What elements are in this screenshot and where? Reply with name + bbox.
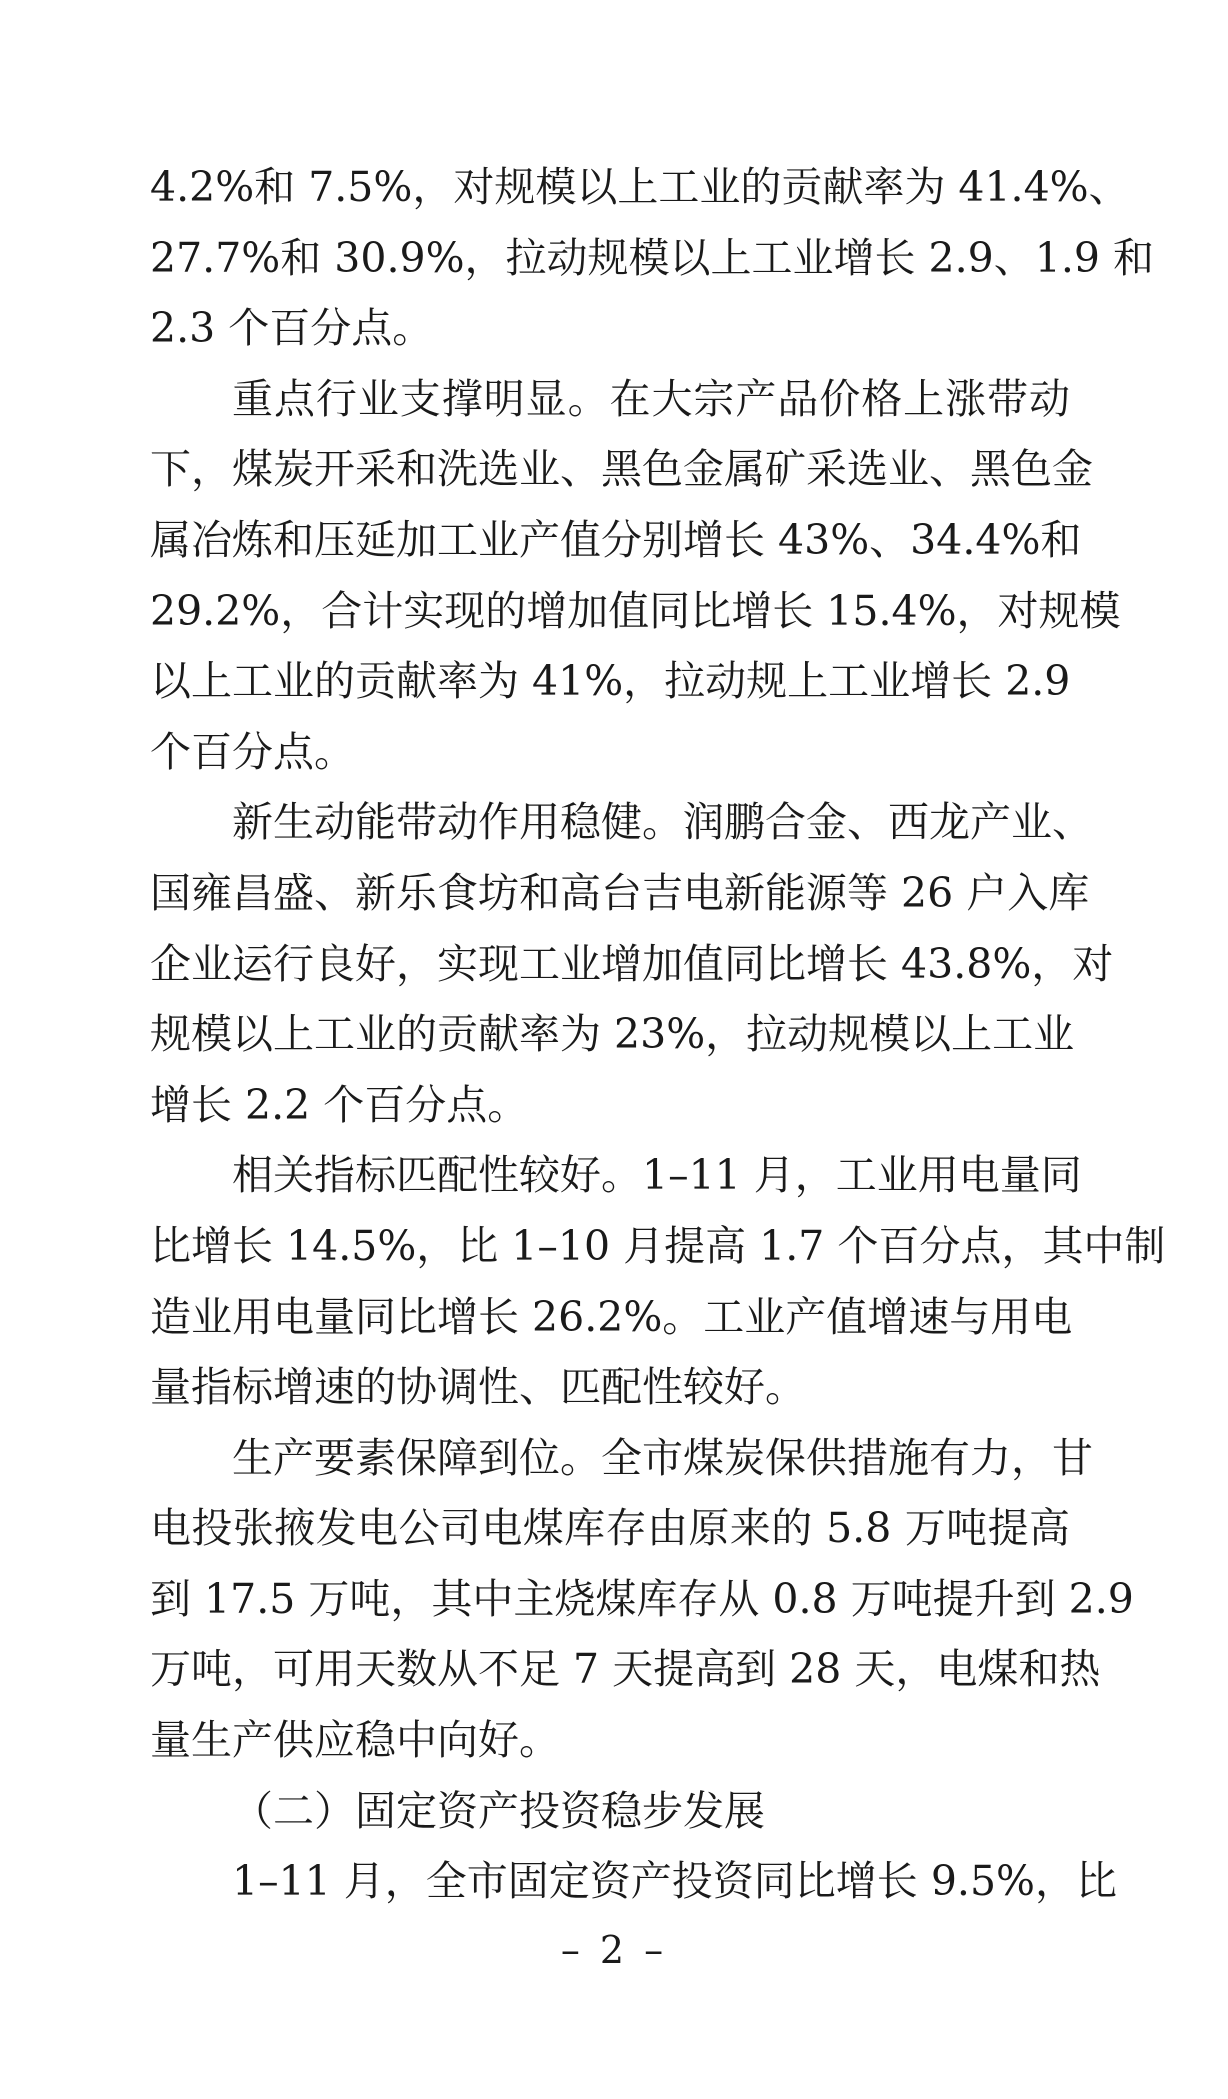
text-line: 相关指标匹配性较好。1–11 月，工业用电量同 [232, 1151, 1082, 1200]
text-line: 规模以上工业的贡献率为 23%，拉动规模以上工业 [150, 1010, 1075, 1059]
text-line: 27.7%和 30.9%，拉动规模以上工业增长 2.9、1.9 和 [150, 233, 1154, 282]
page-number: – 2 – [560, 1928, 668, 1972]
paragraph [150, 787, 1114, 1140]
body-text [150, 152, 1166, 1917]
text-line: 企业运行良好，实现工业增加值同比增长 43.8%，对 [150, 939, 1114, 988]
text-line: 万吨，可用天数从不足 7 天提高到 28 天，电煤和热 [150, 1645, 1101, 1694]
text-line: 下，煤炭开采和洗选业、黑色金属矿采选业、黑色金 [150, 445, 1093, 494]
text-line: 1–11 月，全市固定资产投资同比增长 9.5%，比 [232, 1857, 1117, 1906]
paragraph [150, 1140, 1166, 1422]
text-line: 量指标增速的协调性、匹配性较好。 [150, 1363, 806, 1412]
text-line: 比增长 14.5%，比 1–10 月提高 1.7 个百分点，其中制 [150, 1221, 1166, 1270]
text-line: 2.3 个百分点。 [150, 304, 434, 353]
text-line: 国雍昌盛、新乐食坊和高台吉电新能源等 26 户入库 [150, 868, 1090, 917]
text-line: 电投张掖发电公司电煤库存由原来的 5.8 万吨提高 [150, 1504, 1070, 1553]
text-line: 属冶炼和压延加工业产值分别增长 43%、34.4%和 [150, 515, 1082, 564]
text-line: 新生动能带动作用稳健。润鹏合金、西龙产业、 [232, 798, 1093, 847]
paragraph [150, 1776, 1070, 1847]
paragraph [150, 1423, 1134, 1776]
text-line: 29.2%，合计实现的增加值同比增长 15.4%，对规模 [150, 586, 1121, 635]
text-line: 到 17.5 万吨，其中主烧煤库存从 0.8 万吨提升到 2.9 [150, 1574, 1134, 1623]
text-line: 重点行业支撑明显。在大宗产品价格上涨带动 [232, 374, 1070, 423]
text-line: 量生产供应稳中向好。 [150, 1716, 560, 1765]
text-line: （二）固定资产投资稳步发展 [232, 1786, 765, 1835]
text-line: 个百分点。 [150, 727, 355, 776]
text-line: 以上工业的贡献率为 41%，拉动规上工业增长 2.9 [150, 657, 1071, 706]
text-line: 生产要素保障到位。全市煤炭保供措施有力，甘 [232, 1433, 1093, 1482]
text-line: 增长 2.2 个百分点。 [150, 1080, 529, 1129]
text-line: 4.2%和 7.5%，对规模以上工业的贡献率为 41.4%、 [150, 163, 1130, 211]
text-line: 造业用电量同比增长 26.2%。工业产值增速与用电 [150, 1292, 1073, 1341]
paragraph [150, 1846, 1117, 1917]
paragraph [150, 152, 1154, 364]
paragraph [150, 364, 1121, 788]
